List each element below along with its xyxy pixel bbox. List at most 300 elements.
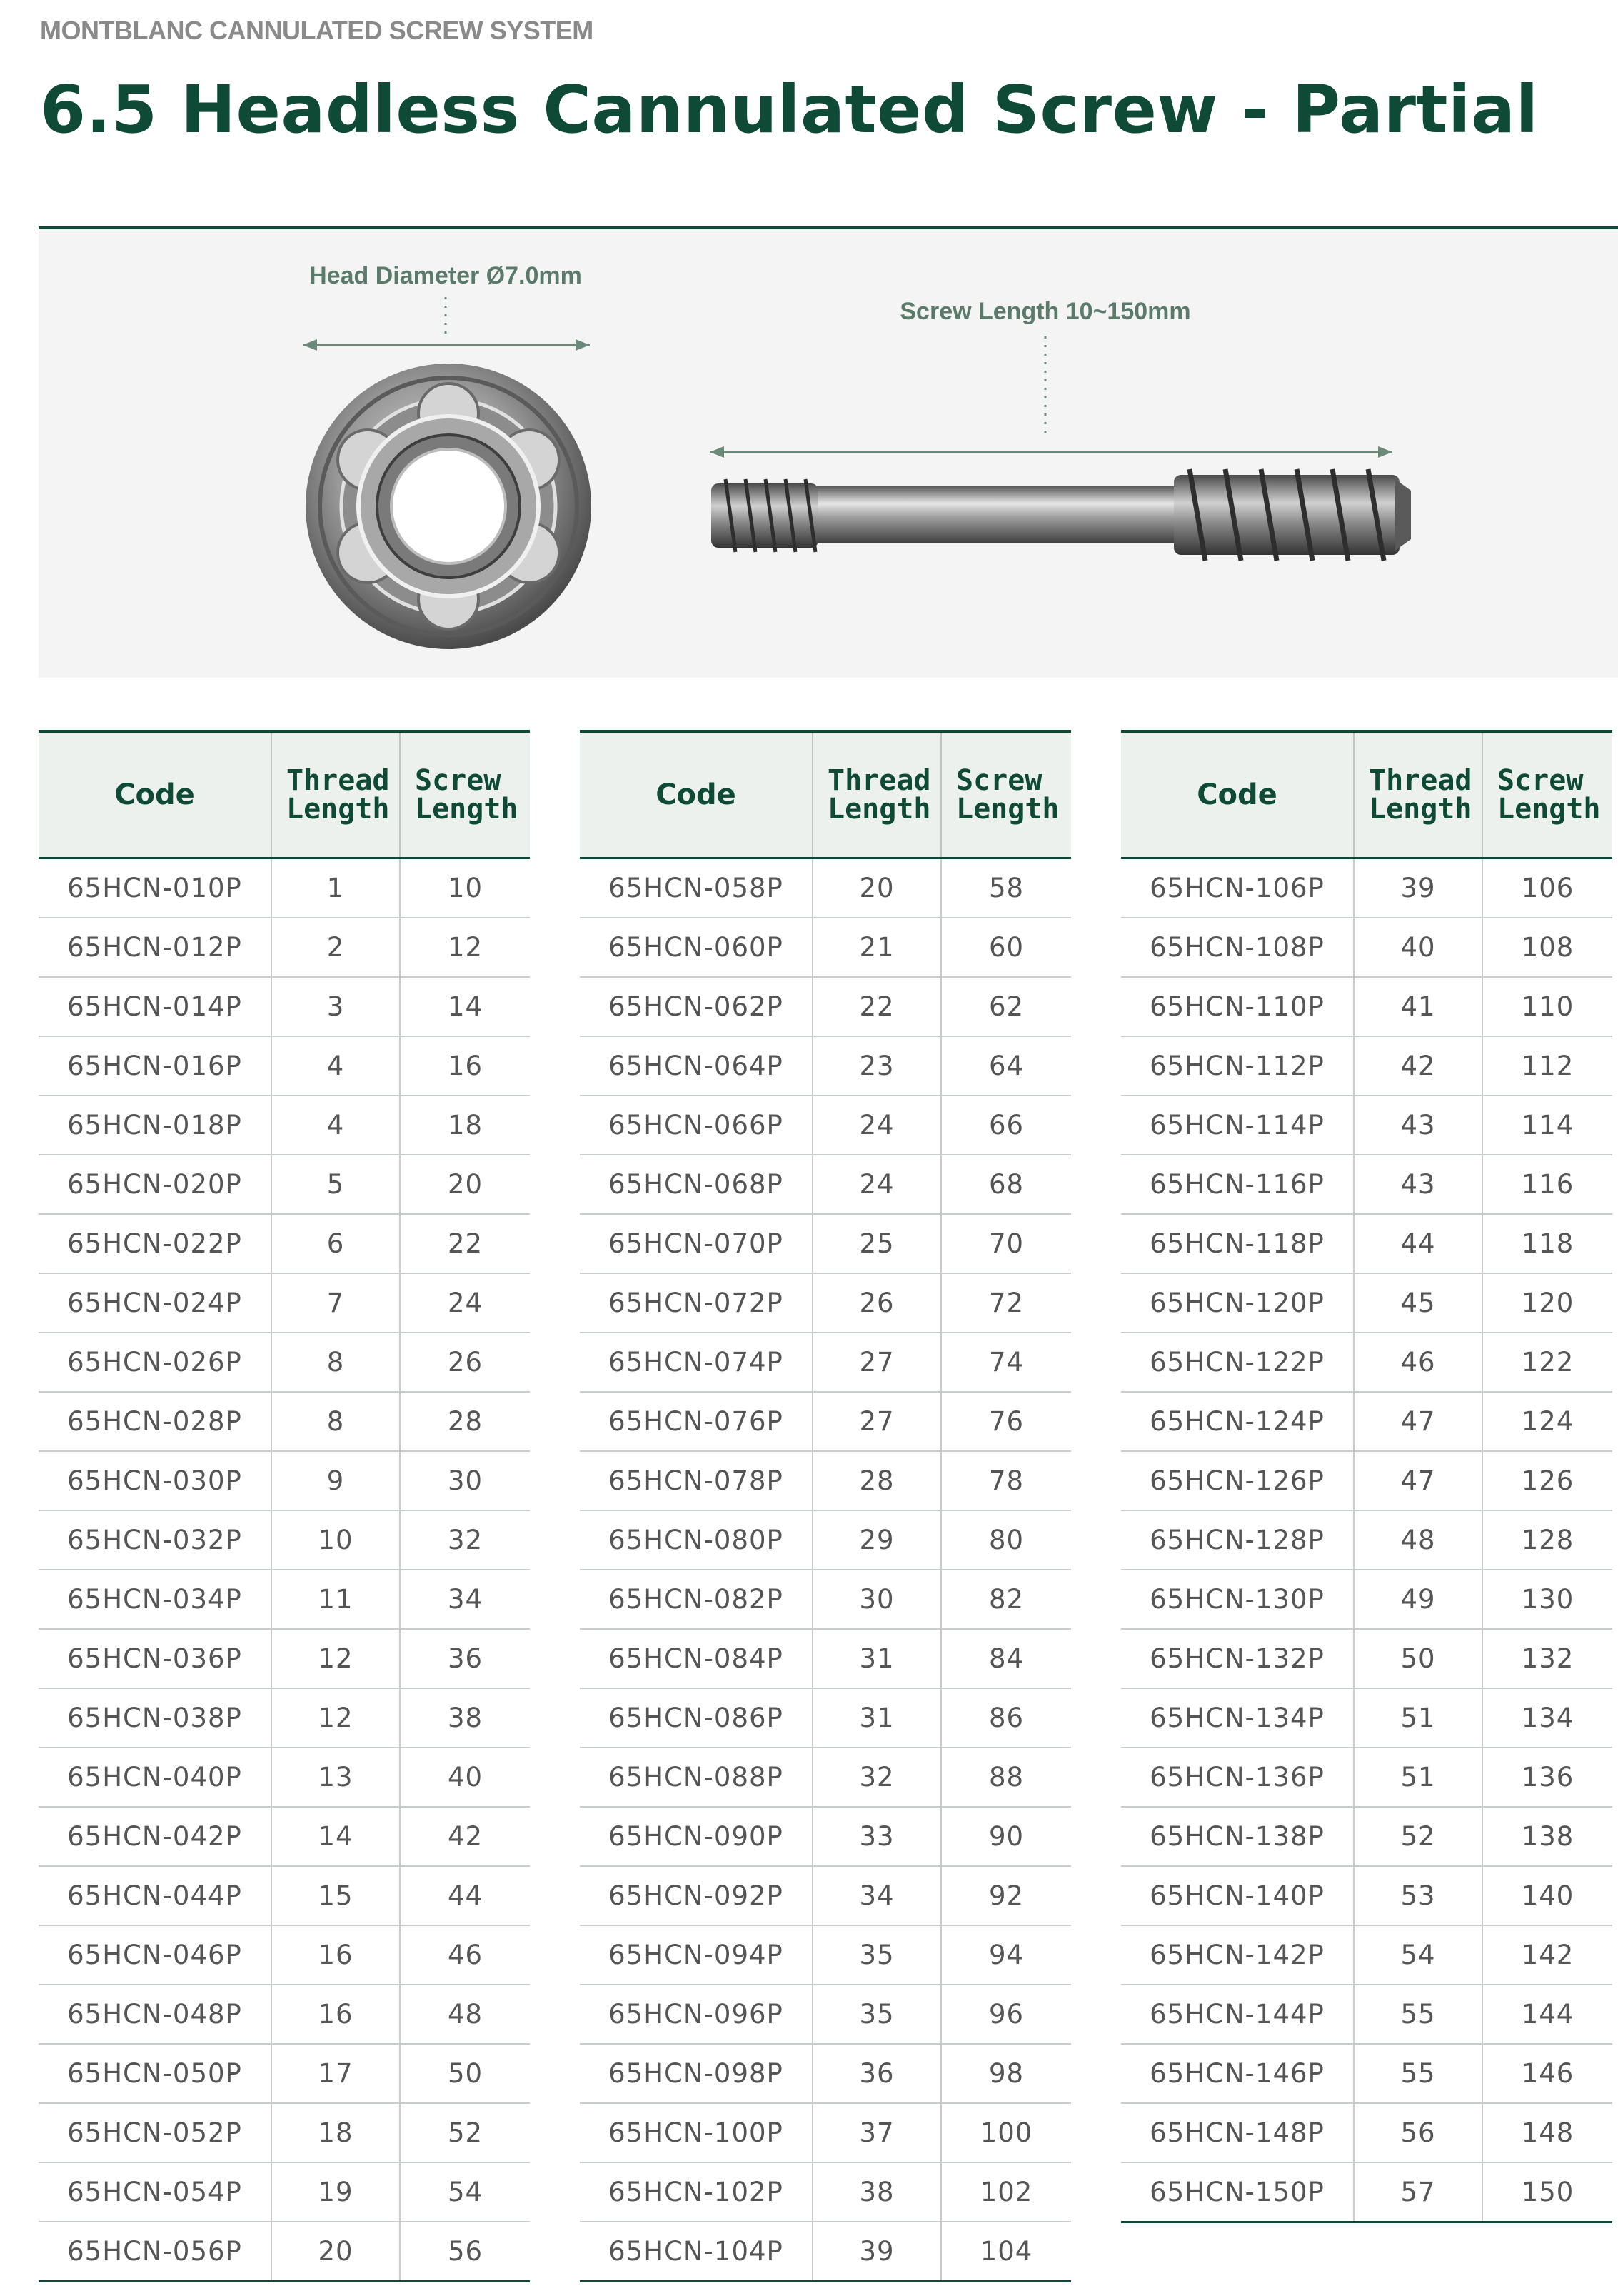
column-header-code: Code bbox=[580, 731, 813, 858]
thread-length: 36 bbox=[813, 2044, 941, 2103]
table-row bbox=[39, 1570, 530, 1629]
part-code: 65HCN-124P bbox=[1121, 1392, 1354, 1451]
table-row bbox=[39, 1925, 530, 1985]
part-code: 65HCN-034P bbox=[39, 1570, 271, 1629]
screw-length: 150 bbox=[1482, 2162, 1612, 2222]
part-code: 65HCN-108P bbox=[1121, 918, 1354, 977]
screw-length: 76 bbox=[941, 1392, 1071, 1451]
thread-length: 49 bbox=[1354, 1570, 1482, 1629]
part-code: 65HCN-096P bbox=[580, 1985, 813, 2044]
part-code: 65HCN-010P bbox=[39, 858, 271, 918]
part-code: 65HCN-058P bbox=[580, 858, 813, 918]
thread-length: 52 bbox=[1354, 1807, 1482, 1866]
table-row bbox=[1121, 1985, 1612, 2044]
page-title: 6.5 Headless Cannulated Screw - Partial bbox=[40, 71, 1539, 148]
screw-length: 148 bbox=[1482, 2103, 1612, 2162]
table-row bbox=[580, 858, 1071, 918]
part-code: 65HCN-018P bbox=[39, 1096, 271, 1155]
table-row bbox=[39, 1155, 530, 1214]
table-row bbox=[39, 977, 530, 1036]
screw-length: 134 bbox=[1482, 1688, 1612, 1748]
thread-length: 30 bbox=[813, 1570, 941, 1629]
screw-length: 30 bbox=[400, 1451, 530, 1510]
part-code: 65HCN-054P bbox=[39, 2162, 271, 2222]
screw-length: 26 bbox=[400, 1333, 530, 1392]
screw-length: 38 bbox=[400, 1688, 530, 1748]
part-code: 65HCN-090P bbox=[580, 1807, 813, 1866]
table-row bbox=[39, 2044, 530, 2103]
part-code: 65HCN-086P bbox=[580, 1688, 813, 1748]
thread-length: 4 bbox=[271, 1036, 400, 1096]
part-code: 65HCN-122P bbox=[1121, 1333, 1354, 1392]
part-code: 65HCN-076P bbox=[580, 1392, 813, 1451]
screw-length: 14 bbox=[400, 977, 530, 1036]
table-row bbox=[39, 2162, 530, 2222]
screw-length: 122 bbox=[1482, 1333, 1612, 1392]
table-row bbox=[580, 1925, 1071, 1985]
screw-spec-table-2 bbox=[580, 730, 1071, 2282]
thread-length: 45 bbox=[1354, 1273, 1482, 1333]
table-row bbox=[1121, 1333, 1612, 1392]
part-code: 65HCN-144P bbox=[1121, 1985, 1354, 2044]
screw-length: 22 bbox=[400, 1214, 530, 1273]
part-code: 65HCN-074P bbox=[580, 1333, 813, 1392]
table-row bbox=[39, 1333, 530, 1392]
part-code: 65HCN-118P bbox=[1121, 1214, 1354, 1273]
thread-length: 35 bbox=[813, 1925, 941, 1985]
part-code: 65HCN-148P bbox=[1121, 2103, 1354, 2162]
screw-length: 36 bbox=[400, 1629, 530, 1688]
table-row bbox=[580, 2044, 1071, 2103]
column-header-thread-length: Thread Length bbox=[271, 731, 400, 858]
screw-length: 82 bbox=[941, 1570, 1071, 1629]
part-code: 65HCN-046P bbox=[39, 1925, 271, 1985]
table-row bbox=[580, 1273, 1071, 1333]
thread-length: 12 bbox=[271, 1688, 400, 1748]
part-code: 65HCN-142P bbox=[1121, 1925, 1354, 1985]
thread-length: 55 bbox=[1354, 2044, 1482, 2103]
thread-length: 1 bbox=[271, 858, 400, 918]
table-row bbox=[580, 918, 1071, 977]
screw-length: 142 bbox=[1482, 1925, 1612, 1985]
table-row bbox=[39, 1748, 530, 1807]
table-row bbox=[1121, 2044, 1612, 2103]
screw-length: 138 bbox=[1482, 1807, 1612, 1866]
screw-length: 126 bbox=[1482, 1451, 1612, 1510]
part-code: 65HCN-044P bbox=[39, 1866, 271, 1925]
thread-length: 22 bbox=[813, 977, 941, 1036]
thread-length: 19 bbox=[271, 2162, 400, 2222]
part-code: 65HCN-100P bbox=[580, 2103, 813, 2162]
screw-length: 86 bbox=[941, 1688, 1071, 1748]
part-code: 65HCN-070P bbox=[580, 1214, 813, 1273]
thread-length: 17 bbox=[271, 2044, 400, 2103]
thread-length: 42 bbox=[1354, 1036, 1482, 1096]
thread-length: 33 bbox=[813, 1807, 941, 1866]
screw-length: 74 bbox=[941, 1333, 1071, 1392]
table-row bbox=[580, 1510, 1071, 1570]
head-diameter-label: Head Diameter Ø7.0mm bbox=[309, 262, 582, 289]
thread-length: 8 bbox=[271, 1333, 400, 1392]
part-code: 65HCN-020P bbox=[39, 1155, 271, 1214]
screw-length: 136 bbox=[1482, 1748, 1612, 1807]
table-row bbox=[39, 1273, 530, 1333]
part-code: 65HCN-066P bbox=[580, 1096, 813, 1155]
thread-length: 25 bbox=[813, 1214, 941, 1273]
table-row bbox=[1121, 858, 1612, 918]
table-row bbox=[1121, 1688, 1612, 1748]
head-dimension-arrow bbox=[303, 339, 590, 351]
thread-length: 34 bbox=[813, 1866, 941, 1925]
thread-length: 4 bbox=[271, 1096, 400, 1155]
table-row bbox=[39, 858, 530, 918]
screw-length: 146 bbox=[1482, 2044, 1612, 2103]
table-row bbox=[580, 1985, 1071, 2044]
part-code: 65HCN-092P bbox=[580, 1866, 813, 1925]
thread-length: 57 bbox=[1354, 2162, 1482, 2222]
table-row bbox=[1121, 1273, 1612, 1333]
screw-length: 56 bbox=[400, 2222, 530, 2282]
table-row bbox=[39, 2103, 530, 2162]
part-code: 65HCN-132P bbox=[1121, 1629, 1354, 1688]
thread-length: 20 bbox=[813, 858, 941, 918]
screw-length: 48 bbox=[400, 1985, 530, 2044]
screw-length: 10 bbox=[400, 858, 530, 918]
thread-length: 44 bbox=[1354, 1214, 1482, 1273]
thread-length: 48 bbox=[1354, 1510, 1482, 1570]
screw-spec-table-1 bbox=[39, 730, 530, 2282]
table-row bbox=[1121, 1925, 1612, 1985]
screw-length: 66 bbox=[941, 1096, 1071, 1155]
screw-length: 12 bbox=[400, 918, 530, 977]
thread-length: 39 bbox=[1354, 858, 1482, 918]
screw-length: 72 bbox=[941, 1273, 1071, 1333]
table-row bbox=[580, 1570, 1071, 1629]
table-row bbox=[580, 1451, 1071, 1510]
screw-length: 32 bbox=[400, 1510, 530, 1570]
thread-length: 39 bbox=[813, 2222, 941, 2282]
part-code: 65HCN-114P bbox=[1121, 1096, 1354, 1155]
table-row bbox=[39, 1451, 530, 1510]
screw-length: 124 bbox=[1482, 1392, 1612, 1451]
screw-length: 96 bbox=[941, 1985, 1071, 2044]
table-row bbox=[580, 977, 1071, 1036]
table-row bbox=[39, 1866, 530, 1925]
screw-spec-table-3 bbox=[1121, 730, 1612, 2223]
thread-length: 53 bbox=[1354, 1866, 1482, 1925]
thread-length: 11 bbox=[271, 1570, 400, 1629]
part-code: 65HCN-130P bbox=[1121, 1570, 1354, 1629]
screw-length: 114 bbox=[1482, 1096, 1612, 1155]
part-code: 65HCN-146P bbox=[1121, 2044, 1354, 2103]
thread-length: 51 bbox=[1354, 1688, 1482, 1748]
part-code: 65HCN-032P bbox=[39, 1510, 271, 1570]
screw-length: 140 bbox=[1482, 1866, 1612, 1925]
screw-length: 84 bbox=[941, 1629, 1071, 1688]
table-row bbox=[1121, 1570, 1612, 1629]
thread-length: 41 bbox=[1354, 977, 1482, 1036]
screw-length: 144 bbox=[1482, 1985, 1612, 2044]
thread-length: 43 bbox=[1354, 1155, 1482, 1214]
thread-length: 16 bbox=[271, 1985, 400, 2044]
thread-length: 46 bbox=[1354, 1333, 1482, 1392]
thread-length: 28 bbox=[813, 1451, 941, 1510]
thread-length: 15 bbox=[271, 1866, 400, 1925]
thread-length: 20 bbox=[271, 2222, 400, 2282]
table-row bbox=[1121, 2162, 1612, 2222]
screw-length: 112 bbox=[1482, 1036, 1612, 1096]
table-row bbox=[580, 1392, 1071, 1451]
part-code: 65HCN-138P bbox=[1121, 1807, 1354, 1866]
part-code: 65HCN-012P bbox=[39, 918, 271, 977]
screw-length: 64 bbox=[941, 1036, 1071, 1096]
table-row bbox=[1121, 1866, 1612, 1925]
screw-length: 52 bbox=[400, 2103, 530, 2162]
table-row bbox=[1121, 1155, 1612, 1214]
part-code: 65HCN-080P bbox=[580, 1510, 813, 1570]
screw-length: 24 bbox=[400, 1273, 530, 1333]
table-row bbox=[580, 1807, 1071, 1866]
screw-length: 102 bbox=[941, 2162, 1071, 2222]
screw-length: 40 bbox=[400, 1748, 530, 1807]
part-code: 65HCN-064P bbox=[580, 1036, 813, 1096]
screw-length: 100 bbox=[941, 2103, 1071, 2162]
table-row bbox=[1121, 1510, 1612, 1570]
part-code: 65HCN-084P bbox=[580, 1629, 813, 1688]
table-row bbox=[580, 1333, 1071, 1392]
table-row bbox=[580, 1214, 1071, 1273]
thread-length: 26 bbox=[813, 1273, 941, 1333]
thread-length: 54 bbox=[1354, 1925, 1482, 1985]
screw-length: 70 bbox=[941, 1214, 1071, 1273]
thread-length: 9 bbox=[271, 1451, 400, 1510]
thread-length: 47 bbox=[1354, 1451, 1482, 1510]
part-code: 65HCN-106P bbox=[1121, 858, 1354, 918]
table-row bbox=[39, 1985, 530, 2044]
thread-length: 27 bbox=[813, 1392, 941, 1451]
screw-length: 16 bbox=[400, 1036, 530, 1096]
part-code: 65HCN-038P bbox=[39, 1688, 271, 1748]
part-code: 65HCN-134P bbox=[1121, 1688, 1354, 1748]
table-row bbox=[580, 1036, 1071, 1096]
part-code: 65HCN-030P bbox=[39, 1451, 271, 1510]
table-row bbox=[1121, 1451, 1612, 1510]
thread-length: 55 bbox=[1354, 1985, 1482, 2044]
thread-length: 3 bbox=[271, 977, 400, 1036]
screw-length: 60 bbox=[941, 918, 1071, 977]
part-code: 65HCN-136P bbox=[1121, 1748, 1354, 1807]
thread-length: 18 bbox=[271, 2103, 400, 2162]
table-row bbox=[1121, 2103, 1612, 2162]
column-header-screw-length: Screw Length bbox=[1482, 731, 1612, 858]
thread-length: 37 bbox=[813, 2103, 941, 2162]
table-row bbox=[39, 918, 530, 977]
thread-length: 31 bbox=[813, 1629, 941, 1688]
table-row bbox=[580, 2162, 1071, 2222]
part-code: 65HCN-016P bbox=[39, 1036, 271, 1096]
screw-length: 128 bbox=[1482, 1510, 1612, 1570]
column-header-thread-length: Thread Length bbox=[1354, 731, 1482, 858]
thread-length: 27 bbox=[813, 1333, 941, 1392]
thread-length: 47 bbox=[1354, 1392, 1482, 1451]
part-code: 65HCN-082P bbox=[580, 1570, 813, 1629]
screw-length: 62 bbox=[941, 977, 1071, 1036]
column-header-thread-length: Thread Length bbox=[813, 731, 941, 858]
thread-length: 38 bbox=[813, 2162, 941, 2222]
table-row bbox=[39, 1392, 530, 1451]
part-code: 65HCN-022P bbox=[39, 1214, 271, 1273]
part-code: 65HCN-040P bbox=[39, 1748, 271, 1807]
part-code: 65HCN-104P bbox=[580, 2222, 813, 2282]
part-code: 65HCN-036P bbox=[39, 1629, 271, 1688]
part-code: 65HCN-050P bbox=[39, 2044, 271, 2103]
screw-length: 50 bbox=[400, 2044, 530, 2103]
part-code: 65HCN-024P bbox=[39, 1273, 271, 1333]
screw-length: 44 bbox=[400, 1866, 530, 1925]
part-code: 65HCN-072P bbox=[580, 1273, 813, 1333]
part-code: 65HCN-140P bbox=[1121, 1866, 1354, 1925]
table-row bbox=[1121, 1096, 1612, 1155]
thread-length: 23 bbox=[813, 1036, 941, 1096]
screw-length: 88 bbox=[941, 1748, 1071, 1807]
screw-head-end-view bbox=[306, 364, 591, 649]
part-code: 65HCN-128P bbox=[1121, 1510, 1354, 1570]
table-row bbox=[39, 1688, 530, 1748]
screw-length: 118 bbox=[1482, 1214, 1612, 1273]
screw-length: 108 bbox=[1482, 918, 1612, 977]
part-code: 65HCN-014P bbox=[39, 977, 271, 1036]
part-code: 65HCN-028P bbox=[39, 1392, 271, 1451]
brand-name: MONTBLANC CANNULATED SCREW SYSTEM bbox=[40, 16, 593, 45]
part-code: 65HCN-120P bbox=[1121, 1273, 1354, 1333]
part-code: 65HCN-126P bbox=[1121, 1451, 1354, 1510]
thread-length: 13 bbox=[271, 1748, 400, 1807]
thread-length: 21 bbox=[813, 918, 941, 977]
table-row bbox=[39, 1510, 530, 1570]
screw-length: 110 bbox=[1482, 977, 1612, 1036]
screw-length: 120 bbox=[1482, 1273, 1612, 1333]
table-row bbox=[580, 1629, 1071, 1688]
thread-length: 12 bbox=[271, 1629, 400, 1688]
table-row bbox=[580, 2103, 1071, 2162]
table-row bbox=[1121, 1629, 1612, 1688]
table-row bbox=[1121, 1748, 1612, 1807]
thread-length: 32 bbox=[813, 1748, 941, 1807]
table-row bbox=[1121, 1392, 1612, 1451]
column-header-code: Code bbox=[1121, 731, 1354, 858]
screw-length: 20 bbox=[400, 1155, 530, 1214]
table-row bbox=[1121, 977, 1612, 1036]
table-row bbox=[39, 1214, 530, 1273]
thread-length: 31 bbox=[813, 1688, 941, 1748]
part-code: 65HCN-102P bbox=[580, 2162, 813, 2222]
thread-length: 5 bbox=[271, 1155, 400, 1214]
table-row bbox=[39, 1096, 530, 1155]
part-code: 65HCN-088P bbox=[580, 1748, 813, 1807]
part-code: 65HCN-078P bbox=[580, 1451, 813, 1510]
table-row bbox=[580, 1155, 1071, 1214]
thread-length: 51 bbox=[1354, 1748, 1482, 1807]
thread-length: 50 bbox=[1354, 1629, 1482, 1688]
part-code: 65HCN-060P bbox=[580, 918, 813, 977]
table-row bbox=[39, 1629, 530, 1688]
screw-length: 94 bbox=[941, 1925, 1071, 1985]
table-row bbox=[580, 2222, 1071, 2282]
screw-side-view bbox=[711, 469, 1411, 561]
screw-length: 116 bbox=[1482, 1155, 1612, 1214]
column-header-screw-length: Screw Length bbox=[941, 731, 1071, 858]
screw-length: 92 bbox=[941, 1866, 1071, 1925]
thread-length: 16 bbox=[271, 1925, 400, 1985]
screw-length: 18 bbox=[400, 1096, 530, 1155]
thread-length: 10 bbox=[271, 1510, 400, 1570]
part-code: 65HCN-026P bbox=[39, 1333, 271, 1392]
part-code: 65HCN-042P bbox=[39, 1807, 271, 1866]
column-header-screw-length: Screw Length bbox=[400, 731, 530, 858]
part-code: 65HCN-056P bbox=[39, 2222, 271, 2282]
table-row bbox=[39, 2222, 530, 2282]
thread-length: 7 bbox=[271, 1273, 400, 1333]
table-row bbox=[580, 1688, 1071, 1748]
part-code: 65HCN-068P bbox=[580, 1155, 813, 1214]
table-row bbox=[580, 1096, 1071, 1155]
screw-length: 54 bbox=[400, 2162, 530, 2222]
screw-length: 46 bbox=[400, 1925, 530, 1985]
table-row bbox=[580, 1748, 1071, 1807]
part-code: 65HCN-048P bbox=[39, 1985, 271, 2044]
thread-length: 8 bbox=[271, 1392, 400, 1451]
screw-length: 80 bbox=[941, 1510, 1071, 1570]
screw-length: 132 bbox=[1482, 1629, 1612, 1688]
screw-length: 28 bbox=[400, 1392, 530, 1451]
part-code: 65HCN-150P bbox=[1121, 2162, 1354, 2222]
screw-length: 42 bbox=[400, 1807, 530, 1866]
part-code: 65HCN-116P bbox=[1121, 1155, 1354, 1214]
thread-length: 29 bbox=[813, 1510, 941, 1570]
screw-length: 106 bbox=[1482, 858, 1612, 918]
product-illustration-panel bbox=[39, 226, 1618, 678]
thread-length: 43 bbox=[1354, 1096, 1482, 1155]
part-code: 65HCN-112P bbox=[1121, 1036, 1354, 1096]
screw-length: 58 bbox=[941, 858, 1071, 918]
thread-length: 2 bbox=[271, 918, 400, 977]
screw-length-label: Screw Length 10~150mm bbox=[900, 298, 1191, 325]
table-row bbox=[580, 1866, 1071, 1925]
screw-length: 104 bbox=[941, 2222, 1071, 2282]
table-row bbox=[1121, 1807, 1612, 1866]
table-row bbox=[1121, 1214, 1612, 1273]
screw-length: 98 bbox=[941, 2044, 1071, 2103]
product-illustration bbox=[39, 229, 1618, 678]
thread-length: 24 bbox=[813, 1096, 941, 1155]
length-dimension-arrow bbox=[710, 446, 1392, 458]
thread-length: 6 bbox=[271, 1214, 400, 1273]
part-code: 65HCN-110P bbox=[1121, 977, 1354, 1036]
column-header-code: Code bbox=[39, 731, 271, 858]
screw-length: 130 bbox=[1482, 1570, 1612, 1629]
part-code: 65HCN-094P bbox=[580, 1925, 813, 1985]
screw-length: 34 bbox=[400, 1570, 530, 1629]
thread-length: 56 bbox=[1354, 2103, 1482, 2162]
thread-length: 35 bbox=[813, 1985, 941, 2044]
screw-length: 78 bbox=[941, 1451, 1071, 1510]
part-code: 65HCN-062P bbox=[580, 977, 813, 1036]
table-row bbox=[1121, 918, 1612, 977]
thread-length: 24 bbox=[813, 1155, 941, 1214]
screw-length: 90 bbox=[941, 1807, 1071, 1866]
thread-length: 40 bbox=[1354, 918, 1482, 977]
thread-length: 14 bbox=[271, 1807, 400, 1866]
